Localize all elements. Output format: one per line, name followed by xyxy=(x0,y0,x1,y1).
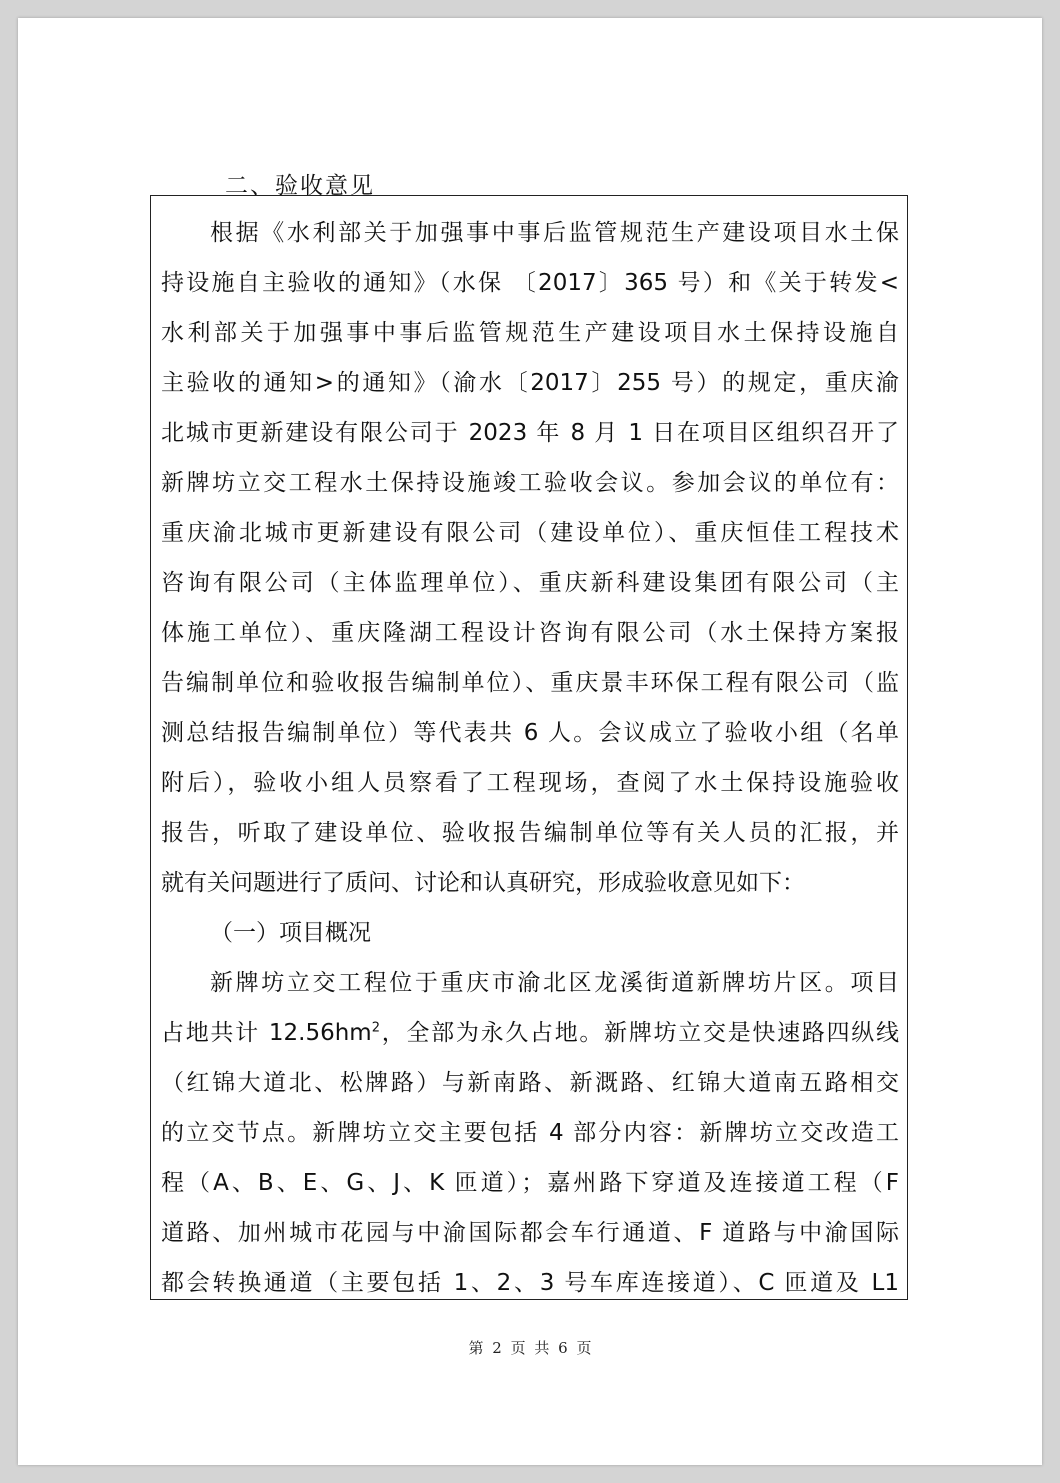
area-superscript: 2 xyxy=(371,1020,380,1036)
paragraph-line: 测总结报告编制单位）等代表共 6 人。会议成立了验收小组（名单 xyxy=(161,720,899,746)
paragraph-line: 报告，听取了建设单位、验收报告编制单位等有关人员的汇报，并 xyxy=(161,820,899,846)
paragraph-line: 持设施自主验收的通知》（水保 〔2017〕365 号）和《关于转发< xyxy=(161,270,899,296)
paragraph-line: 重庆渝北城市更新建设有限公司（建设单位）、重庆恒佳工程技术 xyxy=(161,520,899,546)
subheading: （一）项目概况 xyxy=(210,920,371,946)
paragraph-line: 新牌坊立交工程位于重庆市渝北区龙溪街道新牌坊片区。项目 xyxy=(210,970,899,996)
paragraph-line: 附后），验收小组人员察看了工程现场，查阅了水土保持设施验收 xyxy=(161,770,899,796)
paragraph-line: 主验收的通知>的通知》（渝水〔2017〕255 号）的规定，重庆渝 xyxy=(161,370,899,396)
area-prefix: 占地共计 12.56hm xyxy=(161,1020,372,1046)
paragraph-line: 程（A、B、E、G、J、K 匝道）；嘉州路下穿道及连接道工程（F xyxy=(161,1170,899,1196)
area-suffix: ，全部为永久占地。新牌坊立交是快速路四纵线 xyxy=(380,1020,899,1046)
opinion-content-box xyxy=(150,195,908,1300)
paragraph-line: 就有关问题进行了质问、讨论和认真研究，形成验收意见如下： xyxy=(161,870,805,896)
paragraph-line: （红锦大道北、松牌路）与新南路、新溉路、红锦大道南五路相交 xyxy=(161,1070,899,1096)
paragraph-line: 告编制单位和验收报告编制单位）、重庆景丰环保工程有限公司（监 xyxy=(161,670,899,696)
paragraph-line: 咨询有限公司（主体监理单位）、重庆新科建设集团有限公司（主 xyxy=(161,570,899,596)
paragraph-line: 都会转换通道（主要包括 1、2、3 号车库连接道）、C 匝道及 L1 xyxy=(161,1270,899,1296)
paragraph-line: 北城市更新建设有限公司于 2023 年 8 月 1 日在项目区组织召开了 xyxy=(161,420,899,446)
document-page xyxy=(18,18,1042,1465)
paragraph-line: 道路、加州城市花园与中渝国际都会车行通道、F 道路与中渝国际 xyxy=(161,1220,899,1246)
section-heading: 二、验收意见 xyxy=(225,173,375,199)
page-number-footer: 第 2 页 共 6 页 xyxy=(468,1339,592,1357)
paragraph-line: 根据《水利部关于加强事中事后监管规范生产建设项目水土保 xyxy=(210,220,899,246)
paragraph-line: 水利部关于加强事中事后监管规范生产建设项目水土保持设施自 xyxy=(161,320,899,346)
paragraph-line xyxy=(161,1018,899,1048)
paragraph-line: 新牌坊立交工程水土保持设施竣工验收会议。参加会议的单位有： xyxy=(161,470,899,496)
paragraph-line: 体施工单位）、重庆隆湖工程设计咨询有限公司（水土保持方案报 xyxy=(161,620,899,646)
paragraph-line: 的立交节点。新牌坊立交主要包括 4 部分内容：新牌坊立交改造工 xyxy=(161,1120,899,1146)
